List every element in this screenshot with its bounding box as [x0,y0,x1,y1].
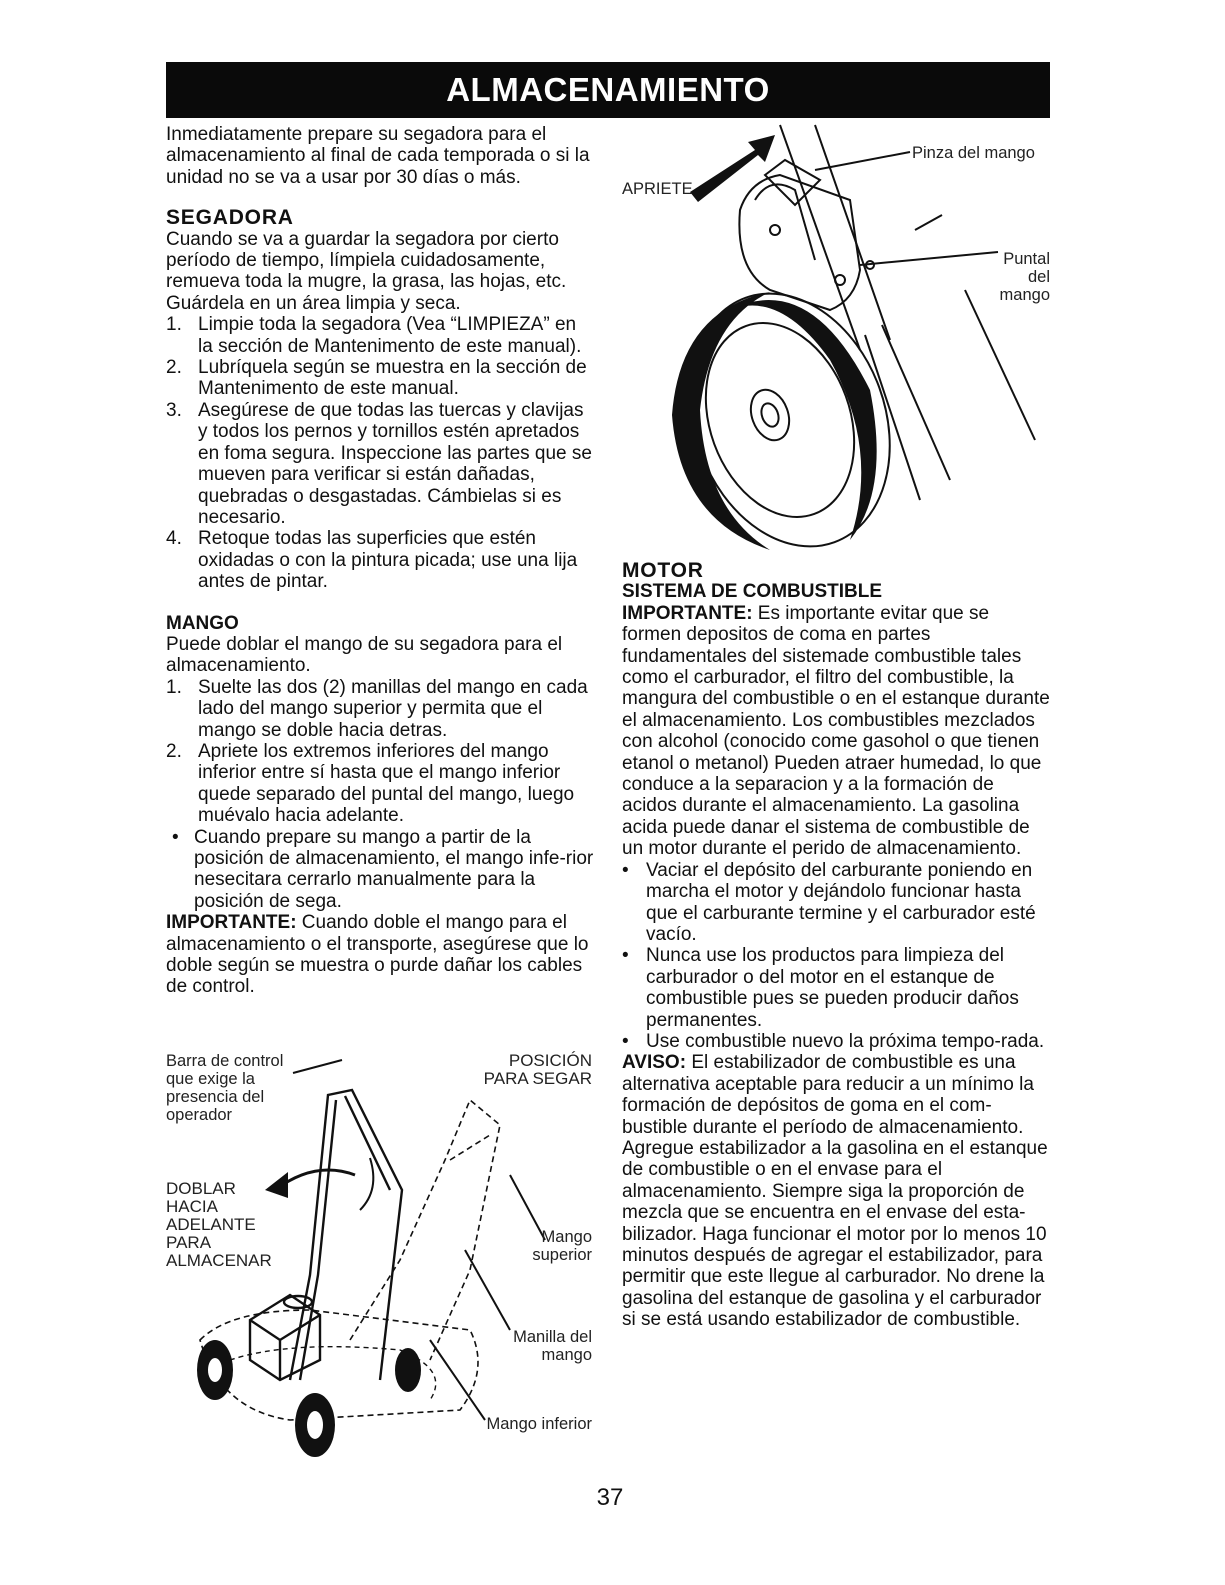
list-item: • Nunca use los productos para limpieza del carburador o del motor en el estanque de combustible pues se pueden producir daños permanentes. [622,945,1019,1031]
segadora-heading: SEGADORA [166,206,294,230]
list-item: • Cuando prepare su mango a partir de la posición de almacenamiento, el mango infe-rior nesecitara cerrarlo manualmente para la posición de sega. [172,826,594,912]
motor-notice: AVISO: El estabilizador de combustible es una alternativa aceptable para reducir a un mínimo la formación de depósitos de goma en el com-bustible durante el período de almacenamiento. Agregue estabilizador a la gasolina en el estanque de combustible o en el envase para el almacenamiento. Siempre siga la proporción de mezcla que se encuentra en el envase del esta-bilizador. Haga funcionar el motor por lo menos 10 minutos después de agregar el estabilizador, para permitir que este llegue al carburador. No drene la gasolina del estanque de gasolina y el carburador si se está usando estabilizador de combustible. [622,1052,1048,1331]
mango-heading: MANGO [166,612,239,634]
handle-clip-label: Pinza del mango [912,144,1035,162]
list-item: 4. Retoque todas las superficies que estén oxidadas o con la pintura picada; use una lija antes de pintar. [166,528,578,593]
lower-handle-label: Mango inferior [486,1415,592,1433]
mango-text: Puede doblar el mango de su segadora para el almacenamiento. [166,633,563,677]
fuel-system-heading: SISTEMA DE COMBUSTIBLE [622,581,883,603]
control-bar-label: Barra de control que exige la presencia del operador [166,1052,284,1124]
fold-label: DOBLAR HACIA ADELANTE PARA ALMACENAR [166,1179,272,1270]
motor-heading: MOTOR [622,559,704,582]
right-column [622,560,1052,1331]
list-item: • Vaciar el depósito del carburante poniendo en marcha el motor y dejándolo funcionar hasta que el carburante termine y el carburador esté vacío. [622,859,1036,945]
mow-position-label: POSICIÓN PARA SEGAR [483,1051,592,1088]
left-column [166,124,594,998]
page-number: 37 [596,1484,624,1511]
page-banner: ALMACENAMIENTO [166,62,1050,118]
intro-text: Inmediatamente prepare su segadora para el almacenamiento al final de cada temporada o si la unidad no se va a usar por 30 días o más. [166,124,590,188]
list-item: 2. Apriete los extremos inferiores del mango inferior entre sí hasta que el mango inferior quede separado del puntal del mango, luego muévalo hacia adelante. [166,740,575,827]
segadora-text: Cuando se va a guardar la segadora por cierto período de tiempo, límpiela cuidadosamente, remueva toda la mugre, la grasa, las hojas, etc. Guárdela en un área limpia y seca. [166,228,567,314]
motor-important: IMPORTANTE: Es importante evitar que se formen depositos de coma en partes fundamentales del sistemade combustible tales como el carburador, el filtro del combustible, la mangura del combustible o en el estanque durante el almacenamiento. Los combustibles mezclados con alcohol (conocido come gasohol o que tienen etanol o metanol) Pueden atraer humedad, lo que conduce a la separacion y a la formación de acidos durante el almacenamiento. La gasolina acida puede danar el sistema de combustible de un motor durante el perido de almacenamiento. [622,602,1050,860]
list-item: 3. Asegúrese de que todas las tuercas y clavijas y todos los pernos y tornillos estén apretados en foma segura. Inspeccione las partes que se mueven para verificar si están dañadas, quebradas o desgastadas. Cámbielas si es necesario. [166,399,592,528]
squeeze-label: APRIETE [622,180,693,198]
list-item: 2. Lubríquela según se muestra en la sección de Mantenimento de este manual. [166,357,587,400]
upper-handle-label: Mango superior [532,1228,592,1264]
list-item: • Use combustible nuevo la próxima tempo-rada. [622,1030,1045,1052]
handle-strut-label: Puntal del mango [999,250,1050,304]
mango-important: IMPORTANTE: Cuando doble el mango para el almacenamiento o el transporte, asegúrese que lo doble según se muestra o purde dañar los cables de control. [166,912,589,998]
handle-knob-label: Manilla del mango [513,1328,592,1364]
list-item: 1. Suelte las dos (2) manillas del mango en cada lado del mango superior y permita que el mango se doble hacia detras. [166,676,588,741]
list-item: 1. Limpie toda la segadora (Vea “LIMPIEZA” en la sección de Mantenimento de este manual). [166,314,582,357]
